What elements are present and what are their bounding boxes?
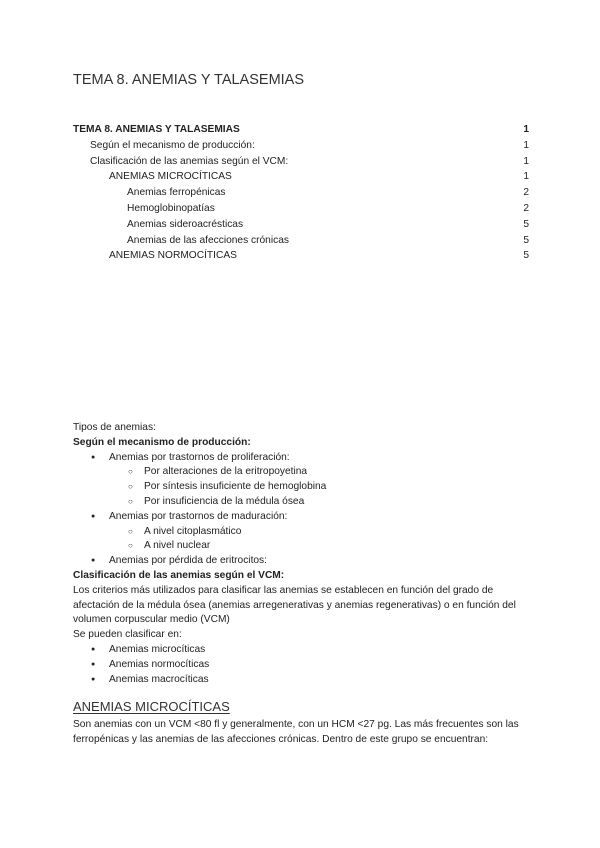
- list-item: [73, 658, 533, 673]
- list-item-text: Anemias por trastornos de maduración:: [109, 510, 288, 522]
- toc-entry-page: 5: [523, 234, 529, 246]
- vcm-paragraph: Los criterios más utilizados para clasificar las anemias se establecen en función del grado de afectación de la médula ósea (anemias arregenerativas y anemias regenerativas) o en función del volumen corpuscular medio (VCM): [73, 584, 516, 626]
- toc-entry[interactable]: [73, 233, 529, 249]
- toc-entry-label: TEMA 8. ANEMIAS Y TALASEMIAS: [73, 124, 240, 135]
- vcm-heading: Clasificación de las anemias según el VCM:: [73, 569, 285, 581]
- toc-entry-page: 1: [523, 155, 529, 167]
- sub-list-item: [109, 480, 533, 495]
- toc-entry[interactable]: [73, 217, 529, 233]
- toc-entry-label: Anemias sideroacrésticas: [127, 218, 244, 230]
- tipos-label: Tipos de anemias:: [73, 422, 156, 433]
- toc-entry[interactable]: [73, 248, 529, 264]
- toc-entry-label: Clasificación de las anemias según el VCM:: [90, 155, 289, 167]
- list-item-text: Anemias macrocíticas: [109, 673, 209, 685]
- list-item-text: Anemias microcíticas: [109, 643, 206, 655]
- vcm-intro: Se pueden clasificar en:: [73, 629, 182, 641]
- toc-entry-label: ANEMIAS NORMOCÍTICAS: [109, 250, 237, 262]
- sub-list-item-text: Por síntesis insuficiente de hemoglobina: [144, 481, 327, 493]
- sub-list-item-text: A nivel nuclear: [144, 540, 211, 552]
- sub-list-item-text: Por alteraciones de la eritropoyetina: [144, 466, 308, 478]
- list-item: [73, 643, 533, 658]
- toc-entry-label: Según el mecanismo de producción:: [90, 139, 255, 151]
- toc-entry-label: Anemias ferropénicas: [127, 187, 226, 199]
- sub-list: [109, 525, 533, 555]
- toc-entry-page: 2: [523, 202, 529, 214]
- sub-list-item: [109, 465, 533, 480]
- toc-entry[interactable]: [73, 154, 529, 170]
- sub-list: [109, 465, 533, 509]
- list-item: [73, 673, 533, 688]
- list-item: [73, 510, 533, 554]
- toc-entry-label: Anemias de las afecciones crónicas: [127, 234, 289, 246]
- table-of-contents: [73, 122, 529, 264]
- micro-heading: ANEMIAS MICROCÍTICAS: [73, 699, 230, 714]
- toc-entry-page: 1: [523, 171, 529, 183]
- mecanismo-list: [73, 451, 533, 569]
- list-item-text: Anemias por trastornos de proliferación:: [109, 451, 290, 463]
- sub-list-item: [109, 495, 533, 510]
- toc-entry[interactable]: [73, 122, 529, 138]
- micro-paragraph: Son anemias con un VCM <80 fl y generalmente, con un HCM <27 pg. Las más frecuentes son las ferropénicas y las anemias de las afecciones crónicas. Dentro de este grupo se encuentran:: [73, 719, 519, 745]
- toc-entry-page: 2: [523, 187, 529, 199]
- mecanismo-heading: Según el mecanismo de producción:: [73, 436, 251, 448]
- toc-entry-page: 1: [523, 139, 529, 151]
- body-content: [73, 421, 533, 687]
- toc-entry[interactable]: [73, 169, 529, 185]
- toc-entry-page: 5: [523, 250, 529, 262]
- list-item: [73, 451, 533, 510]
- toc-entry[interactable]: [73, 185, 529, 201]
- document-title: TEMA 8. ANEMIAS Y TALASEMIAS: [73, 72, 305, 88]
- sub-list-item-text: A nivel citoplasmático: [144, 525, 242, 537]
- list-item-text: Anemias normocíticas: [109, 658, 210, 670]
- list-item: [73, 554, 533, 569]
- sub-list-item-text: Por insuficiencia de la médula ósea: [144, 495, 305, 507]
- vcm-list: [73, 643, 533, 687]
- sub-list-item: [109, 539, 533, 554]
- sub-list-item: [109, 525, 533, 540]
- toc-entry-page: 1: [523, 124, 529, 135]
- toc-entry[interactable]: [73, 201, 529, 217]
- list-item-text: Anemias por pérdida de eritrocitos:: [109, 555, 267, 567]
- toc-entry-label: ANEMIAS MICROCÍTICAS: [109, 171, 232, 183]
- toc-entry-label: Hemoglobinopatías: [127, 202, 215, 214]
- toc-entry-page: 5: [523, 218, 529, 230]
- toc-entry[interactable]: [73, 138, 529, 154]
